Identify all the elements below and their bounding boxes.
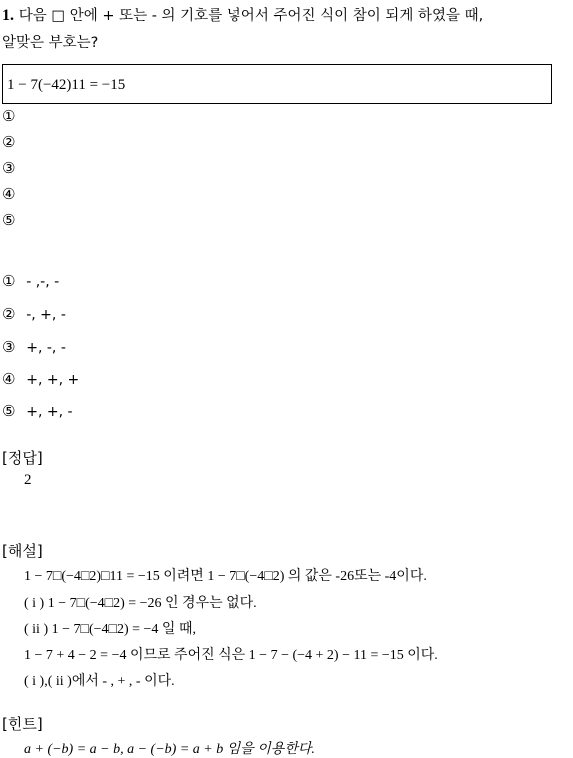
choice-marker: ③ xyxy=(2,338,16,356)
question-text-2: 알맞은 부호는? xyxy=(2,35,99,51)
blank-marker-3: ③ xyxy=(2,159,16,177)
choice-1[interactable] xyxy=(2,272,59,290)
choice-text: - ,-, - xyxy=(26,274,60,290)
box-expression: 1 − 7(−42)11 = −15 xyxy=(7,77,126,93)
choice-text: -, +, - xyxy=(26,307,66,323)
choice-text: +, +, + xyxy=(26,372,80,388)
blank-marker-5: ⑤ xyxy=(2,211,16,229)
choice-4[interactable] xyxy=(2,370,79,388)
blank-marker-2: ② xyxy=(2,133,16,151)
explanation-line-1: 1 − 7□(−4□2)□11 = −15 이려면 1 − 7□(−4□2) 의 값은 -26또는 -4이다. xyxy=(24,569,427,584)
blank-marker-4: ④ xyxy=(2,185,16,203)
explanation-line-5: ( i ),( ii )에서 - , + , - 이다. xyxy=(24,674,175,689)
blank-marker-1: ① xyxy=(2,107,16,125)
hint-heading: [힌트] xyxy=(2,715,43,733)
answer-heading: [정답] xyxy=(2,449,43,467)
hint-text: a + (−b) = a − b, a − (−b) = a + b 임을 이용한다. xyxy=(24,742,315,757)
question-number: 1. xyxy=(2,7,14,24)
choice-marker: ② xyxy=(2,305,16,323)
answer-value: 2 xyxy=(24,472,32,488)
question-text-1: 다음 □ 안에 + 또는 - 의 기호를 넣어서 주어진 식이 참이 되게 하였을 때, xyxy=(18,8,484,24)
expression-box xyxy=(2,64,552,104)
choice-5[interactable] xyxy=(2,402,73,420)
choice-text: +, +, - xyxy=(26,404,73,420)
explanation-line-4: 1 − 7 + 4 − 2 = −4 이므로 주어진 식은 1 − 7 − (−4 + 2) − 11 = −15 이다. xyxy=(24,648,438,663)
choice-marker: ① xyxy=(2,272,16,290)
explanation-line-2: ( i ) 1 − 7□(−4□2) = −26 인 경우는 없다. xyxy=(24,596,257,611)
explanation-heading: [해설] xyxy=(2,542,43,560)
choice-3[interactable] xyxy=(2,338,66,356)
choice-2[interactable] xyxy=(2,305,66,323)
choice-text: +, -, - xyxy=(26,340,66,356)
explanation-line-3: ( ii ) 1 − 7□(−4□2) = −4 일 때, xyxy=(24,622,196,637)
question-line-1 xyxy=(2,4,483,25)
choice-marker: ④ xyxy=(2,370,16,388)
choice-marker: ⑤ xyxy=(2,402,16,420)
